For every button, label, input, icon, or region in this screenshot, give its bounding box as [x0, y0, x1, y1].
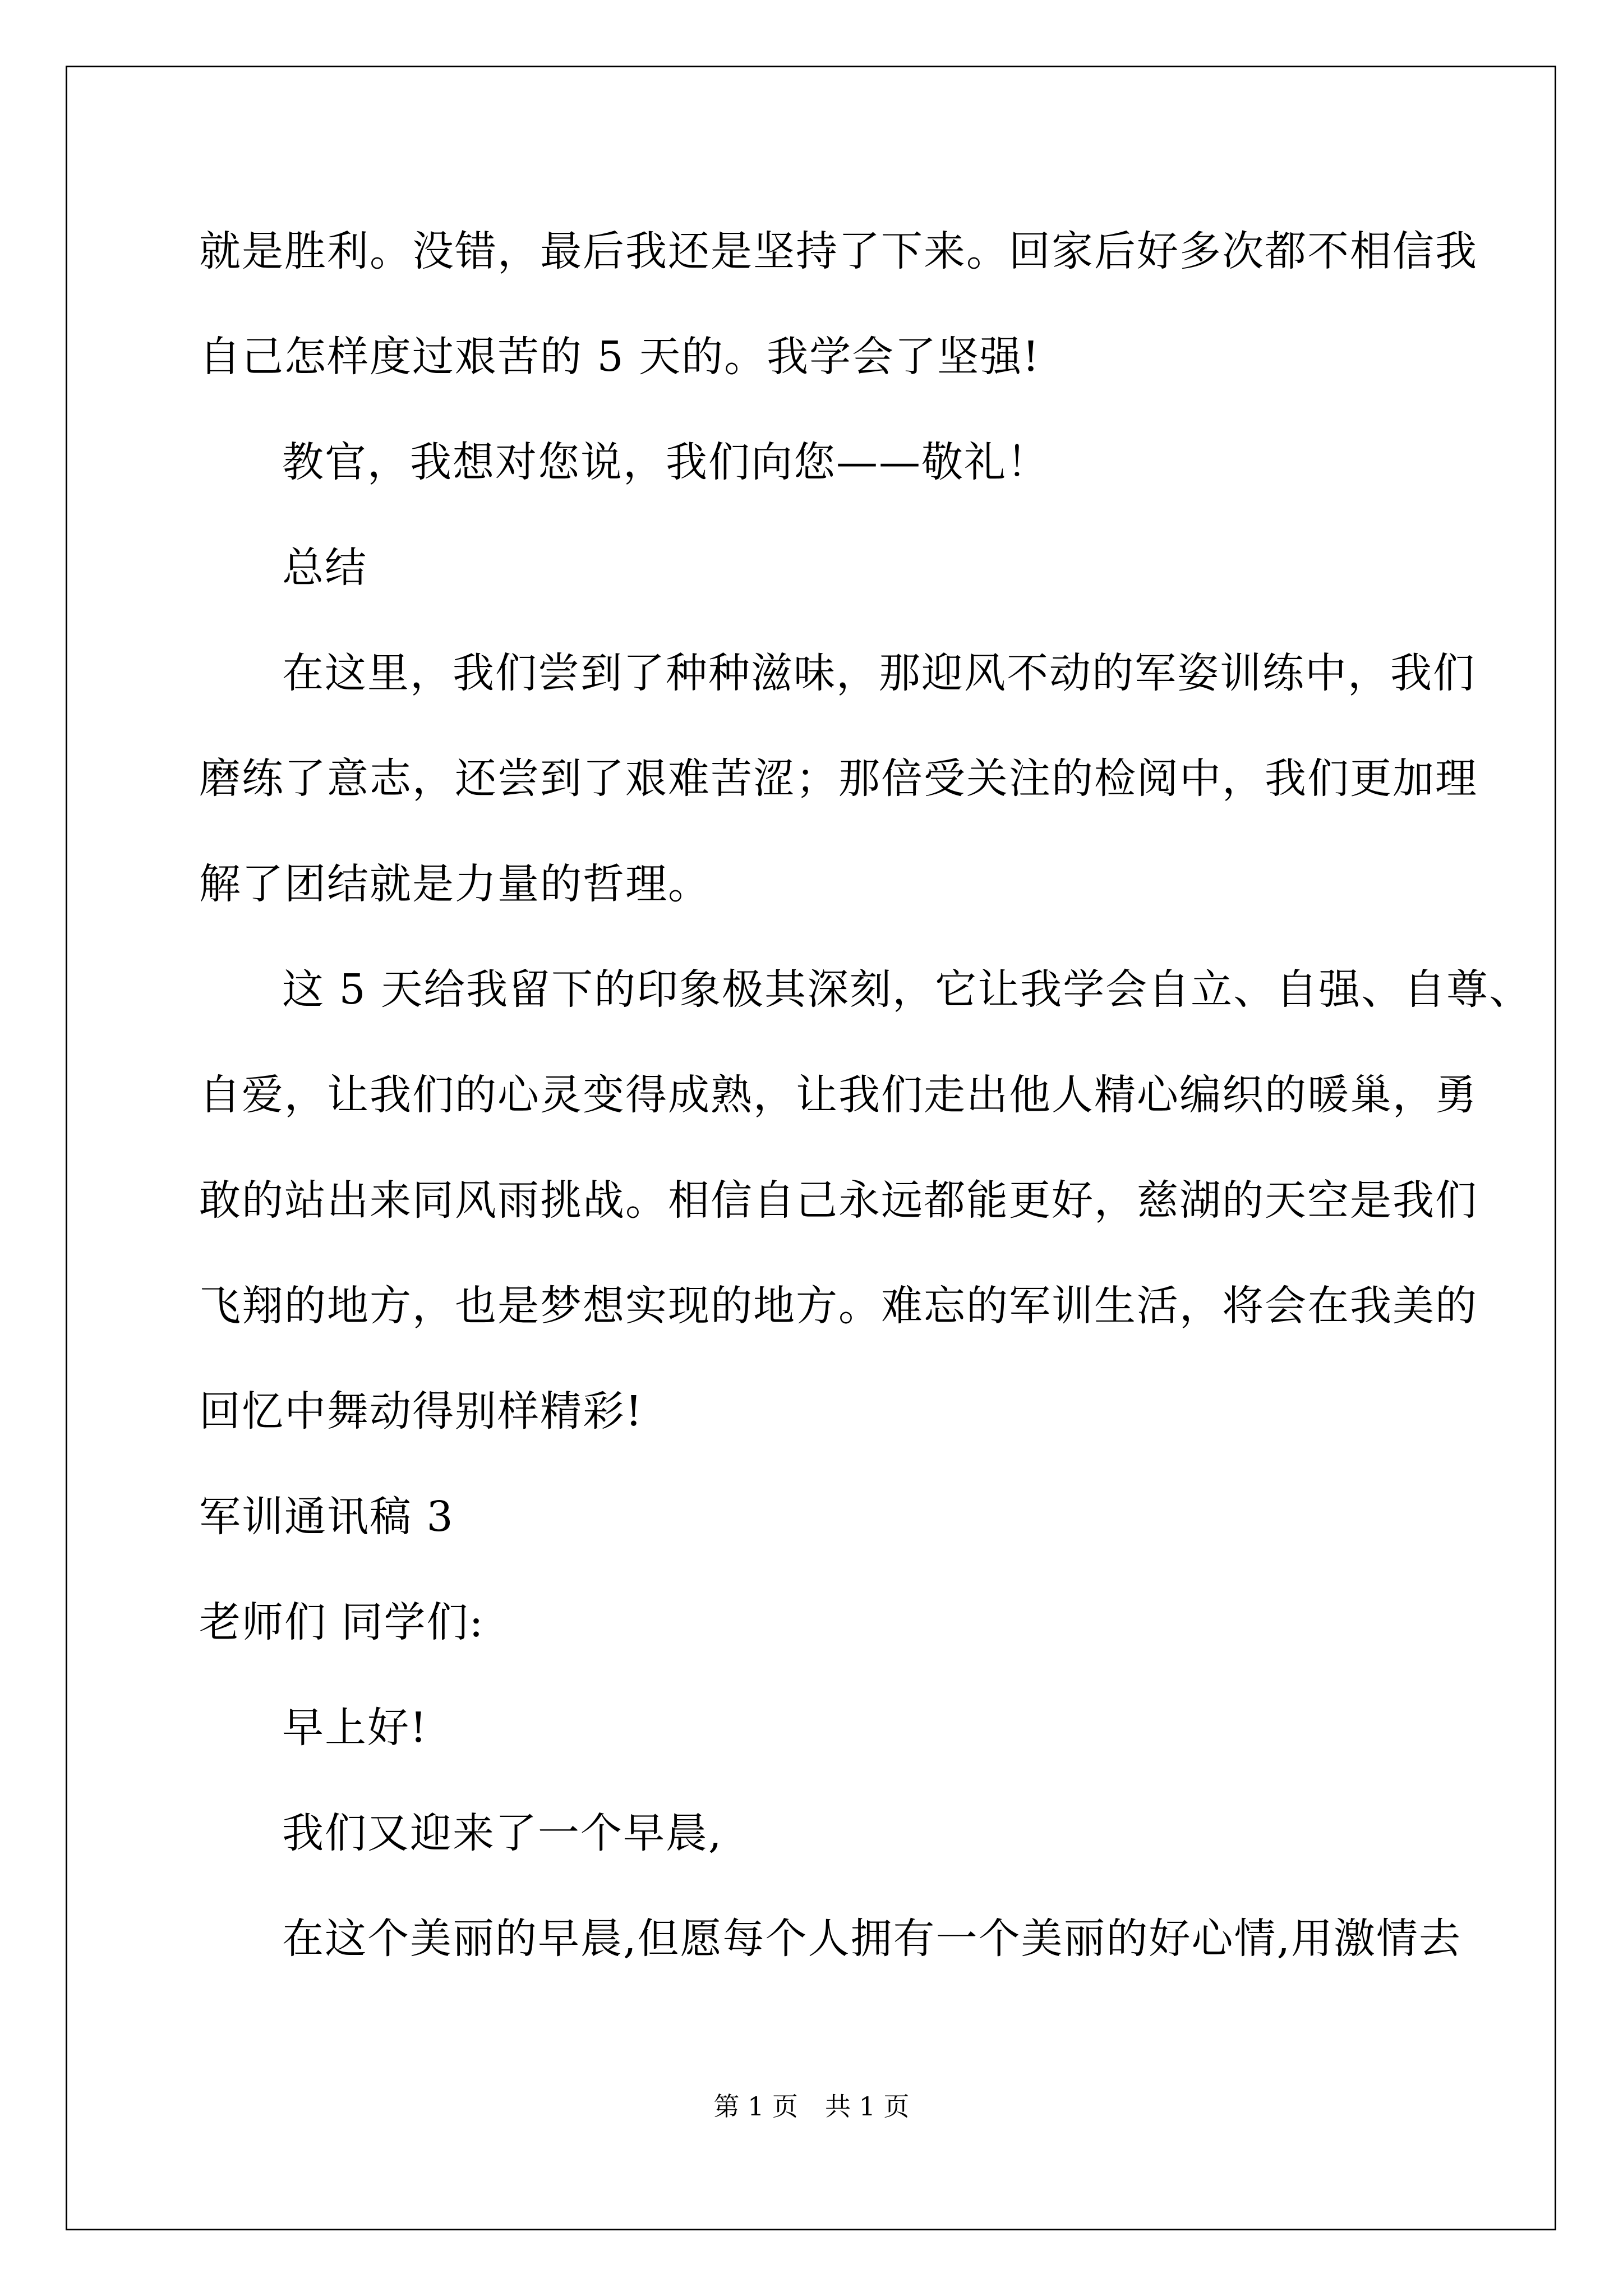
page-footer: [0, 2090, 1623, 2123]
paragraph-line: 磨练了意志，还尝到了艰难苦涩；那倍受关注的检阅中，我们更加理: [199, 754, 1478, 803]
salutation: 老师们 同学们:: [199, 1598, 485, 1646]
paragraph-line: 自爱，让我们的心灵变得成熟，让我们走出他人精心编织的暖巢，勇: [199, 1071, 1478, 1119]
paragraph-line: 自己怎样度过艰苦的 5 天的。我学会了坚强!: [199, 333, 1040, 381]
paragraph-line: 飞翔的地方，也是梦想实现的地方。难忘的军训生活，将会在我美的: [199, 1282, 1478, 1330]
greeting: 早上好!: [282, 1704, 428, 1752]
paragraph-line: 解了团结就是力量的哲理。: [199, 860, 711, 908]
section-heading: 总结: [282, 544, 367, 592]
paragraph-line: 在这里，我们尝到了种种滋味，那迎风不动的军姿训练中，我们: [282, 649, 1476, 697]
paragraph-line: 教官，我想对您说，我们向您——敬礼！: [282, 438, 1049, 486]
document-body: [199, 218, 1532, 2010]
paragraph-line: 这 5 天给我留下的印象极其深刻，它让我学会自立、自强、自尊、: [282, 965, 1532, 1014]
paragraph-line: 回忆中舞动得别样精彩!: [199, 1387, 643, 1435]
page-total: 共 1 页: [825, 2091, 910, 2122]
page-number: 第 1 页: [713, 2091, 798, 2122]
paragraph-line: 敢的站出来同风雨挑战。相信自己永远都能更好，慈湖的天空是我们: [199, 1176, 1478, 1225]
paragraph-line: 就是胜利。没错，最后我还是坚持了下来。回家后好多次都不相信我: [199, 227, 1478, 275]
paragraph-line: 我们又迎来了一个早晨,: [282, 1809, 723, 1857]
article-title: 军训通讯稿 3: [199, 1493, 454, 1541]
paragraph-line: 在这个美丽的早晨,但愿每个人拥有一个美丽的好心情,用激情去: [282, 1915, 1462, 1963]
